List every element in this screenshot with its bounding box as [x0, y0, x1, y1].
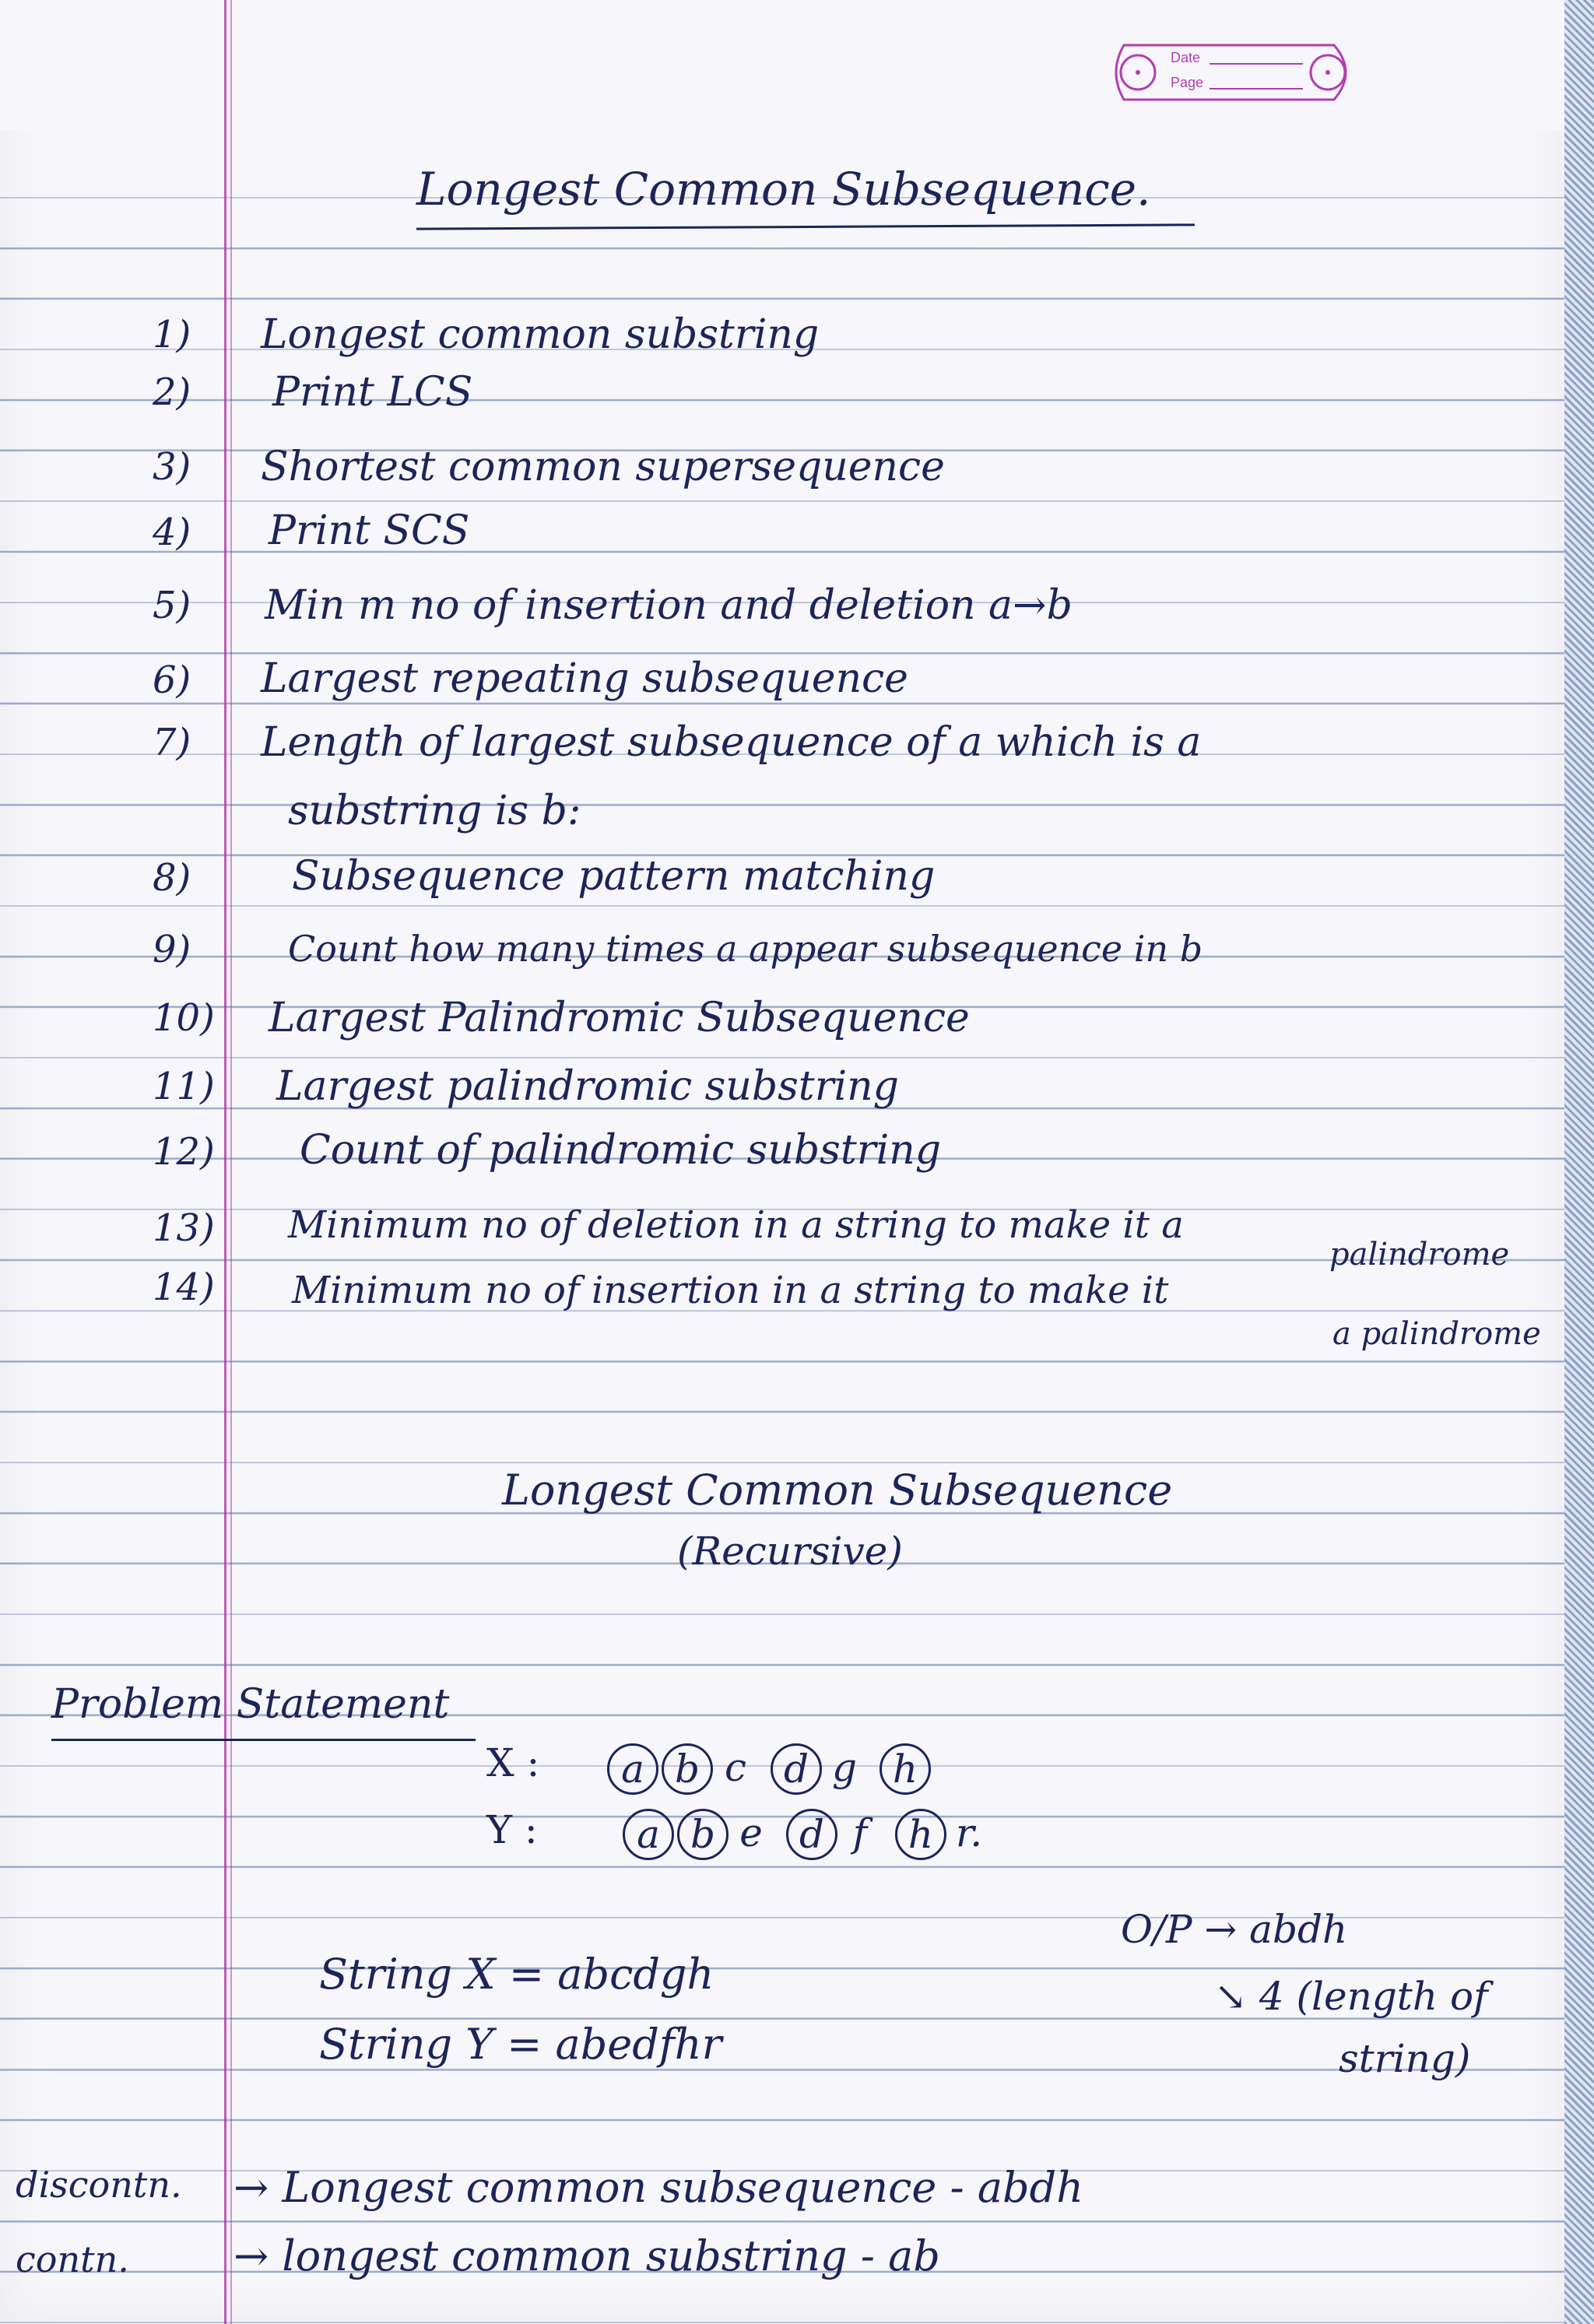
item-number: 6) [153, 658, 191, 702]
list-item: Minimum no of insertion in a string to make it [292, 1269, 1169, 1312]
item-number: 14) [153, 1266, 215, 1309]
margin-line [224, 0, 226, 2324]
list-item: Subsequence pattern matching [292, 853, 936, 900]
continuous-text: → longest common substring - ab [233, 2231, 940, 2280]
char: g [831, 1745, 857, 1790]
fabric-background [1564, 0, 1594, 2324]
char: r. [955, 1810, 983, 1855]
output-length-cont: string) [1339, 2036, 1471, 2081]
circled-char: a [607, 1743, 658, 1795]
item-number: 13) [153, 1206, 215, 1250]
item-number: 11) [153, 1065, 215, 1108]
discontinuous-label: discontn. [16, 2164, 182, 2206]
circled-char: h [880, 1743, 931, 1795]
item-number: 12) [153, 1130, 215, 1174]
list-item: Shortest common supersequence [261, 444, 945, 490]
list-item: Largest palindromic substring [276, 1063, 899, 1110]
section-subtitle: (Recursive) [677, 1529, 903, 1574]
date-page-badge [1101, 30, 1365, 115]
item-number: 4) [153, 511, 191, 554]
page-title: Longest Common Subsequence. [416, 163, 1151, 216]
list-item: Minimum no of deletion in a string to make it a [288, 1203, 1184, 1247]
item-number: 5) [153, 584, 191, 627]
string-x: String X = abcdgh [319, 1950, 714, 1999]
item-number: 3) [153, 445, 191, 489]
list-item: Print LCS [272, 369, 473, 416]
continuous-label: contn. [16, 2238, 129, 2280]
list-item: Largest repeating subsequence [261, 655, 908, 702]
char: c [724, 1745, 746, 1790]
page-label: Page [1171, 75, 1204, 90]
margin-line-inner [230, 0, 232, 2324]
list-item: Count of palindromic substring [300, 1127, 941, 1174]
output-length: ↘ 4 (length of [1214, 1974, 1488, 2019]
string-y: String Y = abedfhr [319, 2020, 722, 2069]
char: e [739, 1810, 763, 1855]
list-item-continued: substring is b: [288, 788, 581, 834]
x-label: X : [486, 1740, 540, 1785]
problem-statement-heading: Problem Statement [51, 1681, 450, 1728]
item-number: 8) [153, 856, 191, 900]
char: f [852, 1810, 868, 1855]
list-item: Count how many times a appear subsequence in b [288, 928, 1203, 970]
list-item: Length of largest subsequence of a which is a [261, 719, 1202, 766]
list-item: Largest Palindromic Subsequence [269, 995, 970, 1041]
circled-char: d [786, 1809, 837, 1860]
y-label: Y : [486, 1807, 538, 1852]
section-title: Longest Common Subsequence [502, 1466, 1173, 1515]
output-value: O/P → abdh [1121, 1907, 1348, 1952]
circled-char: a [623, 1809, 674, 1860]
item-number: 9) [153, 928, 191, 971]
discontinuous-text: → Longest common subsequence - abdh [233, 2163, 1083, 2212]
date-label: Date [1171, 50, 1201, 65]
heading-underline [51, 1739, 476, 1741]
circled-char: b [662, 1743, 713, 1795]
item-number: 10) [153, 996, 215, 1040]
item-number: 7) [153, 721, 191, 764]
item-number: 2) [153, 370, 191, 414]
circled-char: h [895, 1809, 946, 1860]
list-item: Print SCS [269, 507, 470, 554]
list-item: Min m no of insertion and deletion a→b [265, 582, 1073, 629]
circled-char: d [771, 1743, 822, 1795]
item-number: 1) [153, 313, 191, 356]
list-item-continued: palindrome [1329, 1237, 1510, 1273]
list-item: Longest common substring [261, 311, 820, 358]
circled-char: b [677, 1809, 729, 1860]
list-item-continued: a palindrome [1332, 1316, 1541, 1352]
